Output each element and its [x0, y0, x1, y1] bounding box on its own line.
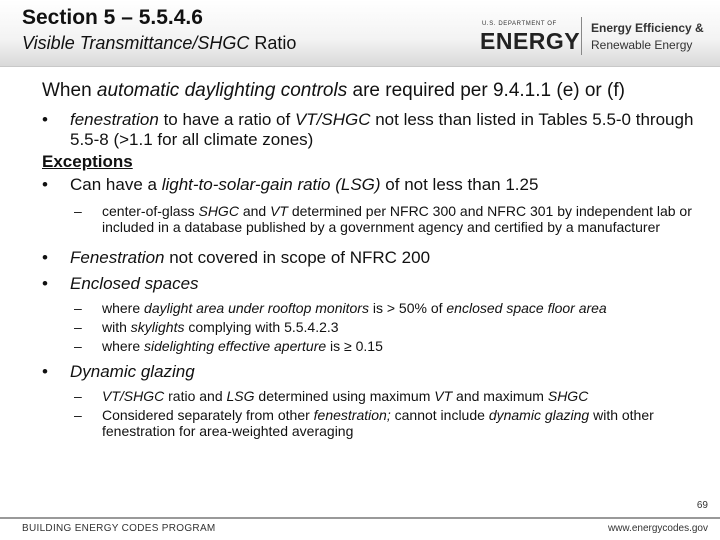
text: complying with 5.5.4.2.3 — [184, 319, 339, 335]
exceptions-heading: Exceptions — [42, 152, 133, 171]
doe-eere-logo — [478, 13, 708, 57]
bullet-lsg — [42, 175, 707, 195]
term: SHGC — [198, 203, 239, 219]
text: determined per NFRC 300 and NFRC 301 by independent lab or included in a database published by a government agency and certified by a manufacturer — [102, 203, 692, 235]
text: cannot include — [390, 407, 489, 423]
eere-line-1: Energy Efficiency & — [591, 21, 704, 35]
eere-line-2: Renewable Energy — [591, 38, 693, 52]
subtitle-italic: Visible Transmittance/SHGC — [22, 33, 250, 53]
footer-url: www.energycodes.gov — [607, 523, 708, 534]
slide-header — [0, 0, 720, 67]
text: is > 50% of — [368, 300, 447, 316]
doe-logo-small-text: U.S. DEPARTMENT OF — [482, 21, 557, 27]
text: ratio and — [164, 388, 227, 404]
text: and maximum — [452, 388, 548, 404]
bullet-fenestration-ratio — [42, 110, 707, 150]
dash-marker: – — [74, 338, 82, 354]
bullet-nfrc-scope — [42, 248, 707, 268]
term: enclosed space floor area — [446, 300, 607, 316]
dash-marker: – — [74, 300, 82, 316]
page-number: 69 — [696, 500, 708, 511]
dash-marker: – — [74, 203, 82, 219]
bullet-marker: • — [42, 362, 48, 381]
logo-divider — [581, 17, 582, 55]
text: center-of-glass — [102, 203, 199, 219]
text: not covered in scope of NFRC 200 — [164, 248, 431, 267]
footer-divider — [0, 517, 720, 519]
text: where — [102, 338, 145, 354]
term: VT — [434, 388, 453, 404]
sub-bullet-considered-separately — [42, 407, 707, 439]
text: and — [238, 203, 271, 219]
text: determined using maximum — [254, 388, 435, 404]
slide-content — [42, 80, 707, 439]
dash-marker: – — [74, 388, 82, 404]
section-title: Section 5 – 5.5.4.6 — [22, 6, 203, 29]
text: Can have a — [70, 175, 162, 194]
term: Dynamic glazing — [70, 362, 195, 381]
slide-subtitle — [22, 33, 296, 54]
sub-bullet-sidelighting — [42, 338, 707, 354]
term: VT/SHGC — [294, 110, 371, 129]
bullet-marker: • — [42, 274, 48, 293]
term: skylights — [130, 319, 185, 335]
subtitle-rest: Ratio — [249, 33, 297, 53]
sub-bullet-skylights — [42, 319, 707, 335]
sub-bullet-rooftop-monitors — [42, 300, 707, 316]
text: Considered separately from other — [102, 407, 314, 423]
sub-bullet-center-of-glass — [42, 203, 707, 235]
bullet-marker: • — [42, 110, 48, 129]
term: SHGC — [547, 388, 589, 404]
term: dynamic glazing — [488, 407, 590, 423]
text: of not less than 1.25 — [380, 175, 539, 194]
bullet-marker: • — [42, 248, 48, 267]
bullet-dynamic-glazing — [42, 362, 707, 382]
bullet-marker: • — [42, 175, 48, 194]
text: not less than listed in Tables 5.5-0 through 5.5-8 (>1.1 for all climate zones) — [70, 110, 694, 149]
term: LSG — [226, 388, 255, 404]
text: where — [102, 300, 145, 316]
sub-bullet-vt-shgc-ratio — [42, 388, 707, 404]
footer-program-name: BUILDING ENERGY CODES PROGRAM — [22, 523, 216, 534]
dash-marker: – — [74, 319, 82, 335]
text: with — [102, 319, 131, 335]
intro-text — [42, 80, 707, 102]
intro-part: When — [42, 80, 97, 101]
intro-part: are required per 9.4.1.1 (e) or (f) — [347, 80, 625, 101]
doe-logo-energy-text: ENERGY — [480, 28, 581, 54]
term: light-to-solar-gain ratio (LSG) — [161, 175, 381, 194]
bullet-enclosed-spaces — [42, 274, 707, 294]
dash-marker: – — [74, 407, 82, 423]
term: daylight area under rooftop monitors — [144, 300, 369, 316]
text: with other fenestration for area-weighted averaging — [102, 407, 654, 439]
term: fenestration; — [313, 407, 391, 423]
text: to have a ratio of — [158, 110, 295, 129]
term: VT — [270, 203, 288, 219]
intro-term: automatic daylighting controls — [96, 80, 348, 101]
term: Enclosed spaces — [70, 274, 199, 293]
term: fenestration — [70, 110, 159, 129]
term: VT/SHGC — [102, 388, 165, 404]
term: sidelighting effective aperture — [144, 338, 327, 354]
text: is ≥ 0.15 — [326, 338, 383, 354]
term: Fenestration — [70, 248, 165, 267]
